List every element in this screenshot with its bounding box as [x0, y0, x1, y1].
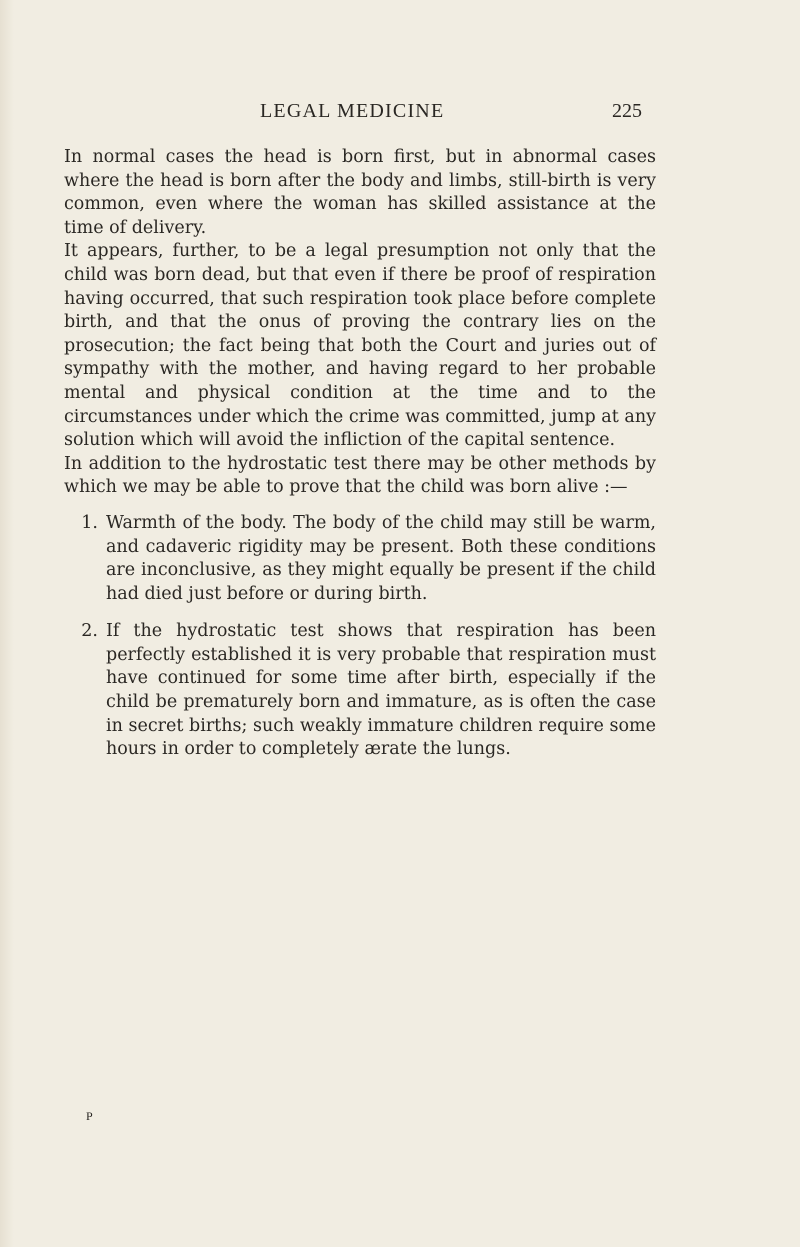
- list-item-number: 1.: [81, 512, 98, 533]
- page-number: 225: [612, 100, 642, 122]
- page-header: [0, 100, 800, 124]
- list-item: [64, 620, 656, 762]
- signature-mark: P: [86, 1109, 94, 1123]
- body-text: [64, 146, 656, 776]
- paragraph-3: In addition to the hydrostatic test there may be other methods by which we may be able to prove that the child was born alive :—: [64, 453, 656, 498]
- page-edge-shadow: [0, 0, 14, 1247]
- list-item-text: If the hydrostatic test shows that respiration has been perfectly established it is very probable that respiration must have continued for some time after birth, especially if the child be prematurely born and immature, as is often the case in secret births; such weakly immature children require some hours in order to completely ærate the lungs.: [106, 621, 656, 760]
- numbered-list: [64, 512, 656, 762]
- paragraph-1: In normal cases the head is born first, but in abnormal cases where the head is born after the body and limbs, still-birth is very common, even where the woman has skilled assistance at the time of delivery.: [64, 147, 656, 238]
- list-item-text: Warmth of the body. The body of the child may still be warm, and cadaveric rigidity may be present. Both these conditions are inconclusive, as they might equally be present if the child had died just before or during birth.: [106, 512, 656, 604]
- running-head: LEGAL MEDICINE: [260, 100, 445, 122]
- list-item-number: 2.: [81, 621, 98, 642]
- paragraph-2: It appears, further, to be a legal presumption not only that the child was born dead, but that even if there be proof of respiration having occurred, that such respiration took place before complete birth, and that the onus of proving the contrary lies on the prosecution; the fact being that both the Court and juries out of sympathy with the mother, and having regard to her probable mental and physical condition at the time and to the circumstances under which the crime was committed, jump at any solution which will avoid the infliction of the capital sentence.: [64, 241, 656, 451]
- list-item: [64, 512, 656, 606]
